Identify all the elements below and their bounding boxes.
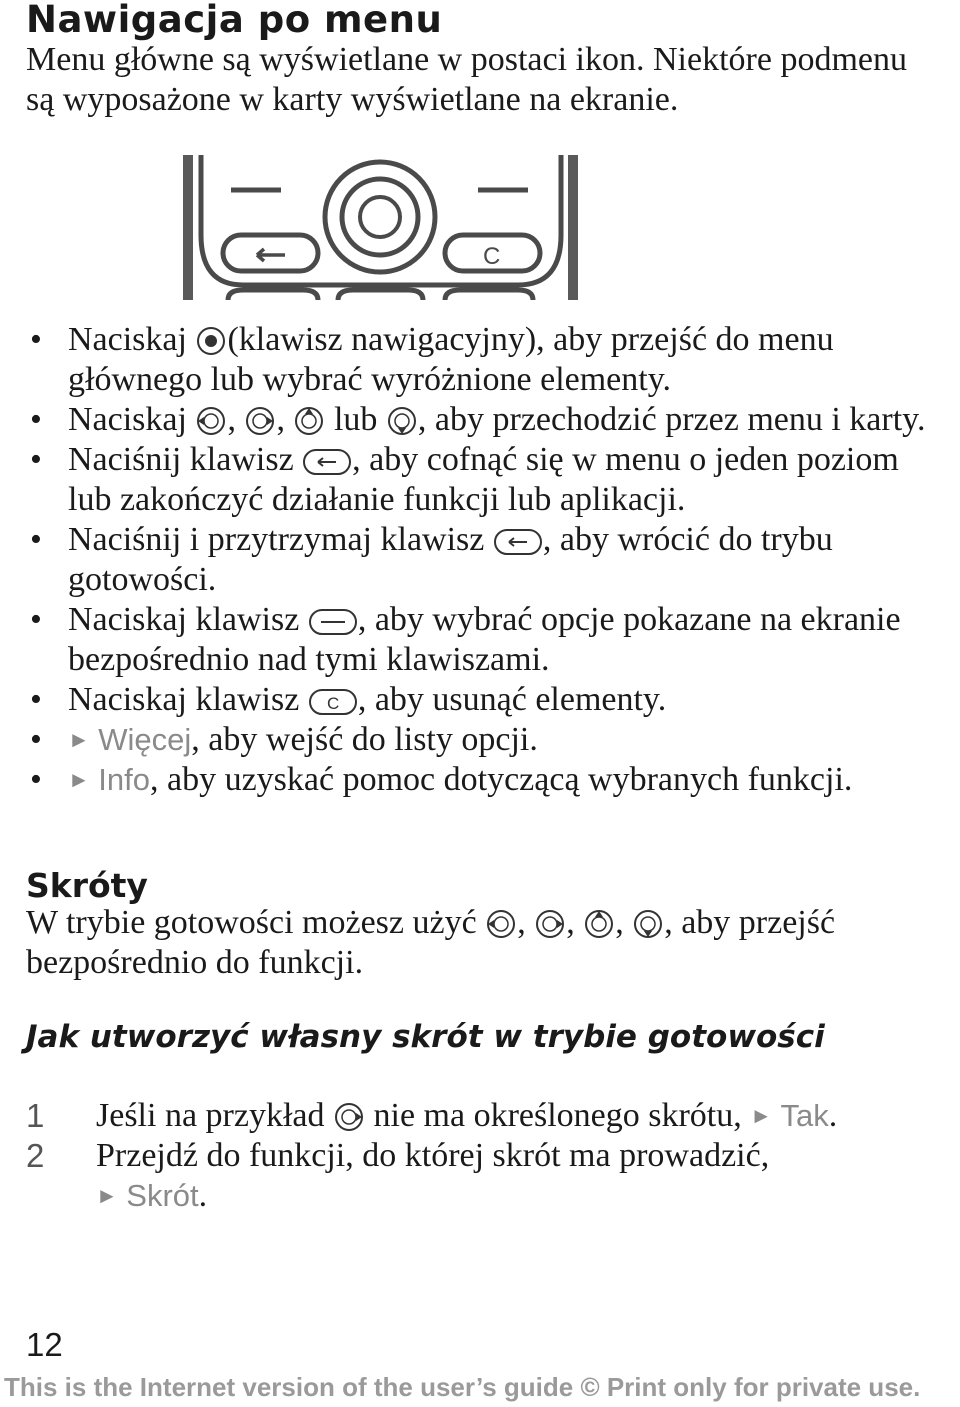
nav-up-icon: [583, 908, 615, 940]
step-text: nie ma określonego skrótu,: [365, 1097, 751, 1134]
bullet-marker: •: [30, 681, 42, 718]
arrow-right-icon: ►: [68, 767, 90, 792]
bullet-text: , aby uzyskać pomoc dotyczącą wybranych funkcji.: [150, 761, 853, 798]
bullet-text: , aby usunąć elementy.: [357, 681, 667, 718]
paragraph-text: W trybie gotowości możesz użyć: [26, 904, 486, 941]
step-text: .: [198, 1177, 208, 1214]
step-text: Przejdź do funkcji, do której skrót ma prowadzić,: [96, 1137, 770, 1174]
bullet-marker: •: [30, 601, 42, 638]
arrow-right-icon: ►: [750, 1103, 773, 1128]
navigation-bullet-list: [0, 320, 960, 800]
step-item: [0, 1136, 936, 1216]
paragraph-text: , aby przejść bezpośrednio do funkcji.: [26, 904, 836, 981]
bullet-text: , aby wejść do listy opcji.: [191, 721, 538, 758]
bullet-text: Naciśnij klawisz: [68, 441, 303, 478]
bullet-marker: •: [30, 721, 42, 758]
bullet-marker: •: [30, 321, 42, 358]
section-heading-shortcuts: Skróty: [26, 866, 148, 905]
list-item: [0, 440, 948, 520]
intro-paragraph: Menu główne są wyświetlane w postaci ikon. Niektóre podmenu są wyposażone w karty wyświetlane na ekranie.: [26, 41, 907, 118]
bullet-text: Naciskaj klawisz: [68, 601, 308, 638]
separator: lub: [325, 401, 386, 438]
bullet-marker: •: [30, 761, 42, 798]
menu-option-more: Więcej: [98, 722, 192, 757]
arrow-right-icon: ►: [68, 727, 90, 752]
arrow-right-icon: ►: [96, 1183, 118, 1208]
bullet-text: Naciskaj: [68, 401, 196, 438]
nav-right-icon: [534, 908, 566, 940]
nav-center-icon: [195, 325, 227, 357]
bullet-text: , aby wrócić do trybu gotowości.: [68, 521, 833, 598]
separator: ,: [517, 904, 535, 941]
bullet-text: , aby wybrać opcje pokazane na ekranie bezpośrednio nad tymi klawiszami.: [68, 601, 901, 678]
list-item: [0, 760, 948, 800]
nav-down-icon: [386, 405, 418, 437]
nav-left-icon: [195, 405, 227, 437]
separator: ,: [276, 401, 294, 438]
step-number: 1: [26, 1097, 45, 1134]
bullet-marker: •: [30, 441, 42, 478]
menu-option-info: Info: [98, 762, 150, 797]
bullet-text: Naciskaj klawisz: [68, 681, 308, 718]
list-item: [0, 600, 948, 680]
menu-option-yes: Tak: [780, 1098, 829, 1133]
bullet-text: Naciśnij i przytrzymaj klawisz: [68, 521, 493, 558]
list-item: [0, 520, 948, 600]
steps-list: [0, 1096, 960, 1216]
shortcuts-paragraph: [26, 903, 946, 983]
bullet-text: Naciskaj: [68, 321, 196, 358]
nav-left-icon: [485, 908, 517, 940]
bullet-text: , aby przechodzić przez menu i karty.: [417, 401, 926, 438]
page-title: Nawigacja po menu: [26, 0, 443, 41]
list-item: [0, 400, 948, 440]
bullet-text: , aby cofnąć się w menu o jeden poziom lub zakończyć działanie funkcji lub aplikacji.: [68, 441, 899, 518]
nav-right-icon: [333, 1101, 365, 1133]
footer-note: This is the Internet version of the user’s guide © Print only for private use.: [4, 1372, 921, 1402]
list-item: [0, 320, 948, 400]
selection-key-icon: [308, 607, 358, 637]
bullet-marker: •: [30, 401, 42, 438]
phone-keypad-illustration: [183, 155, 578, 300]
menu-option-shortcut: Skrót: [126, 1178, 199, 1213]
nav-down-icon: [632, 908, 664, 940]
nav-up-icon: [293, 405, 325, 437]
list-item: [0, 680, 948, 720]
back-key-icon: [302, 447, 352, 477]
separator: ,: [227, 401, 245, 438]
clear-key-icon: [308, 687, 358, 717]
page-number: 12: [26, 1326, 63, 1363]
svg-text:C: C: [326, 694, 340, 713]
nav-right-icon: [244, 405, 276, 437]
bullet-text: (klawisz nawigacyjny), aby przejść do menu głównego lub wybrać wyróżnione elementy.: [68, 321, 834, 398]
separator: ,: [566, 904, 584, 941]
step-text: Jeśli na przykład: [96, 1097, 333, 1134]
step-number: 2: [26, 1137, 45, 1174]
section-heading-create-shortcut: Jak utworzyć własny skrót w trybie gotowości: [26, 1019, 825, 1055]
step-text: .: [828, 1097, 838, 1134]
separator: ,: [615, 904, 633, 941]
list-item: [0, 720, 948, 760]
back-key-icon: [493, 527, 543, 557]
step-item: [0, 1096, 936, 1136]
bullet-marker: •: [30, 521, 42, 558]
svg-text:C: C: [483, 243, 501, 270]
